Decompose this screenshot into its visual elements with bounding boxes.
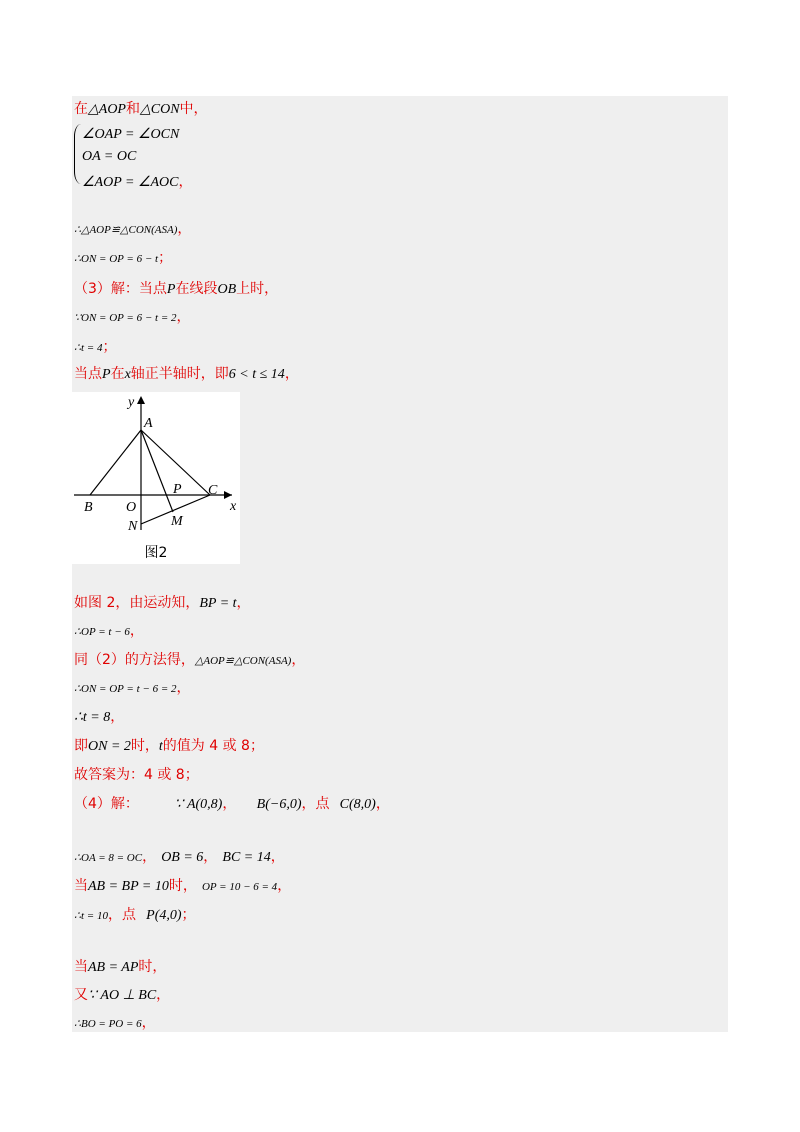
math: P	[102, 367, 111, 382]
segment-ap-extended	[141, 430, 173, 512]
math: ∴t = 4	[74, 342, 103, 354]
text: ，	[141, 1015, 156, 1031]
text: ，点	[107, 907, 136, 923]
line-22	[74, 1012, 156, 1032]
math: P(4,0)	[146, 908, 182, 923]
text: ；	[158, 250, 173, 266]
math: t	[158, 739, 163, 754]
line-16	[74, 793, 390, 813]
text: 在	[110, 366, 125, 382]
line-1	[74, 98, 208, 118]
text: ；	[102, 339, 117, 355]
text: ，	[236, 595, 251, 611]
text: ，	[178, 174, 193, 190]
math: ∵ A(0,8)	[174, 797, 223, 812]
math: ∴ON = OP = t − 6 = 2	[74, 683, 177, 695]
text: 如图 2，由运动知，	[74, 595, 200, 611]
text: ，	[129, 623, 144, 639]
text: ，	[110, 709, 125, 725]
text: ，	[176, 309, 191, 325]
text: 时，	[138, 959, 167, 975]
line-8	[74, 363, 299, 383]
math: ∴t = 8	[74, 710, 111, 725]
math: △AOP	[88, 102, 126, 117]
math: OB	[217, 282, 237, 297]
math: ∠AOP = ∠AOC	[82, 175, 179, 190]
label-o: O	[126, 500, 137, 515]
math: ∵ON = OP = 6 − t = 2	[74, 312, 177, 324]
math: x	[124, 367, 131, 382]
math: AB = BP = 10	[88, 879, 169, 894]
text: ，	[277, 878, 292, 894]
math: ∴OA = 8 = OC	[74, 852, 143, 864]
math: △AOP≌△CON(ASA)	[194, 655, 292, 667]
math: AB = AP	[88, 960, 139, 975]
label-x: x	[230, 499, 237, 514]
math: ∴t = 10	[74, 910, 108, 922]
math: ∴ON = OP = 6 − t	[74, 253, 159, 265]
line-7	[74, 336, 116, 356]
line-15	[74, 764, 199, 784]
math: △CON	[139, 102, 180, 117]
line-10	[74, 620, 144, 640]
label-a: A	[144, 416, 153, 431]
text: ，	[291, 652, 306, 668]
equation-system	[74, 122, 214, 192]
line-14	[74, 735, 264, 755]
text: ，点	[301, 796, 330, 812]
text: 当点	[74, 366, 102, 382]
math: ∴△AOP≌△CON(ASA)	[74, 224, 178, 236]
math: ∵ AO ⊥ BC	[88, 988, 157, 1003]
text: ；	[181, 907, 196, 923]
text: 轴正半轴时，即	[130, 366, 229, 382]
segment-ab	[90, 430, 141, 495]
text: 在线段	[175, 281, 218, 297]
text: 在	[74, 101, 88, 117]
text: 当	[74, 878, 88, 894]
line-11	[74, 649, 305, 669]
label-p: P	[173, 482, 182, 497]
math: C(8,0)	[339, 797, 376, 812]
text: 时，	[130, 738, 159, 754]
geometry-diagram	[72, 392, 240, 564]
line-9	[74, 592, 251, 612]
text: ，	[284, 366, 299, 382]
text: ，	[270, 849, 285, 865]
label-n: N	[128, 519, 138, 534]
math: 6 < t ≤ 14	[228, 367, 285, 382]
system-row-1: ∠OAP = ∠OCN	[82, 127, 180, 142]
label-c: C	[208, 483, 218, 498]
text: 时，	[168, 878, 197, 894]
x-arrow-icon	[224, 491, 232, 499]
math: B(−6,0)	[256, 797, 302, 812]
line-19	[74, 904, 196, 924]
text: 同（2）的方法得，	[74, 652, 195, 668]
math: ∴BO = PO = 6	[74, 1018, 142, 1030]
label-b: B	[84, 500, 93, 515]
figure-2	[72, 392, 240, 564]
label-m: M	[171, 514, 183, 529]
text: （3）解：当点	[74, 281, 167, 297]
y-arrow-icon	[137, 396, 145, 404]
line-13	[74, 706, 124, 726]
text: ，	[177, 221, 192, 237]
text: ，	[142, 849, 157, 865]
label-y: y	[128, 395, 135, 410]
line-17	[74, 846, 285, 866]
text: 故答案为：4 或 8；	[74, 767, 199, 783]
system-row-3	[82, 171, 193, 191]
line-6	[74, 306, 191, 326]
figure-caption: 图2	[144, 545, 168, 561]
text: ，	[176, 680, 191, 696]
line-12	[74, 677, 191, 697]
line-18	[74, 875, 291, 895]
math: ON = 2	[88, 739, 131, 754]
text: 又	[74, 987, 88, 1003]
line-20	[74, 956, 166, 976]
math: OP = 10 − 6 = 4	[201, 881, 278, 893]
text: 上时，	[236, 281, 279, 297]
text: 中，	[179, 101, 208, 117]
math: BC = 14	[222, 850, 271, 865]
math: P	[166, 282, 176, 297]
text: ，	[375, 796, 390, 812]
text: 当	[74, 959, 88, 975]
line-21	[74, 984, 170, 1004]
text: ，	[222, 796, 237, 812]
line-4	[74, 247, 172, 267]
text: 即	[74, 738, 88, 754]
math: ∴OP = t − 6	[74, 626, 130, 638]
text: ，	[156, 987, 171, 1003]
system-row-2: OA = OC	[82, 149, 137, 164]
text: 的值为 4 或 8；	[162, 738, 264, 754]
text: 和	[125, 101, 140, 117]
text: （4）解：	[74, 796, 139, 812]
line-3	[74, 218, 191, 238]
math: BP = t	[199, 596, 237, 611]
math: OB = 6	[161, 850, 204, 865]
brace	[74, 124, 81, 184]
text: ，	[203, 849, 218, 865]
line-5	[74, 278, 278, 298]
